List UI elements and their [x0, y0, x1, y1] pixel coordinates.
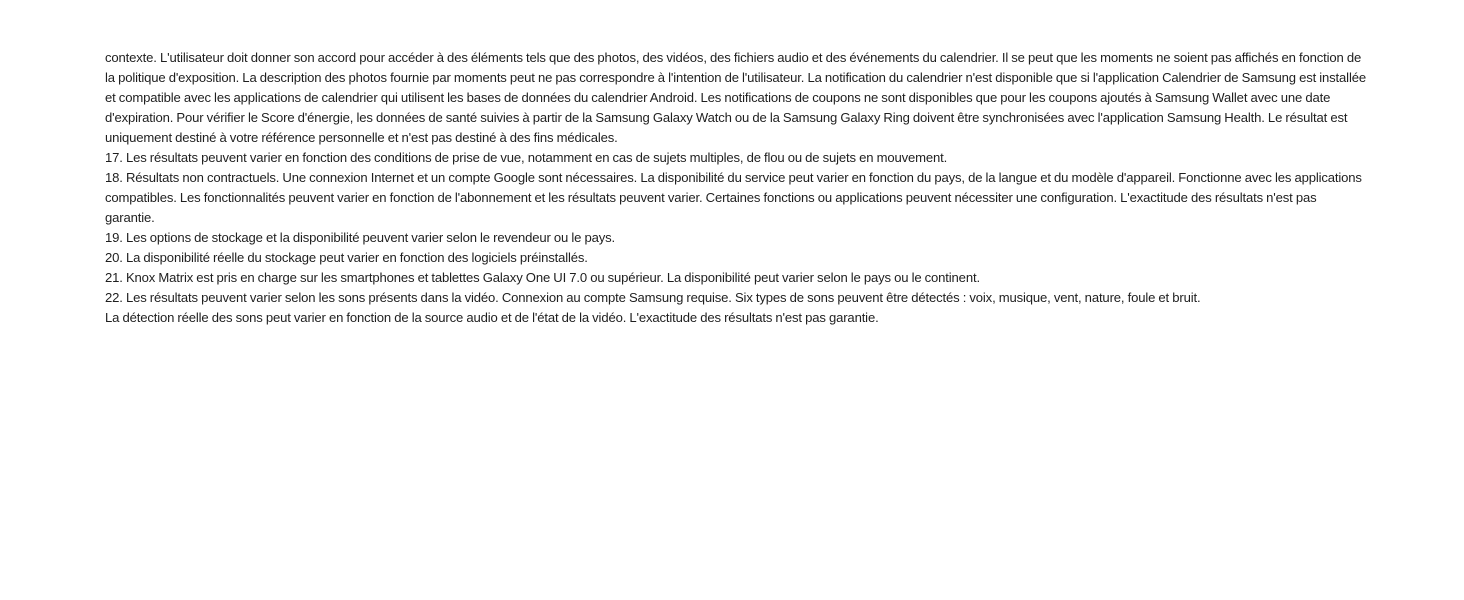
- disclaimer-note-20: 20. La disponibilité réelle du stockage peut varier en fonction des logiciels préinstallés.: [105, 250, 588, 265]
- disclaimer-note-22: 22. Les résultats peuvent varier selon les sons présents dans la vidéo. Connexion au compte Samsung requise. Six types de sons peuvent être détectés : voix, musique, vent, nature, foule et bruit.: [105, 290, 1201, 305]
- disclaimer-note-18: 18. Résultats non contractuels. Une connexion Internet et un compte Google sont nécessaires. La disponibilité du service peut varier en fonction du pays, de la langue et du modèle d'appareil. Fonctionne avec les applications compatibles. Les fonctionnalités peuvent varier en fonction de l'abonnement et les résultats peuvent varier. Certaines fonctions ou applications peuvent nécessiter une configuration. L'exactitude des résultats n'est pas garantie.: [105, 170, 1362, 225]
- disclaimer-note-21: 21. Knox Matrix est pris en charge sur les smartphones et tablettes Galaxy One UI 7.0 ou supérieur. La disponibilité peut varier selon le pays ou le continent.: [105, 270, 980, 285]
- disclaimer-note-19: 19. Les options de stockage et la disponibilité peuvent varier selon le revendeur ou le pays.: [105, 230, 615, 245]
- disclaimer-note-22-continued: La détection réelle des sons peut varier en fonction de la source audio et de l'état de la vidéo. L'exactitude des résultats n'est pas garantie.: [105, 310, 879, 325]
- disclaimer-note-17: 17. Les résultats peuvent varier en fonction des conditions de prise de vue, notamment en cas de sujets multiples, de flou ou de sujets en mouvement.: [105, 150, 948, 165]
- disclaimer-notes: [105, 48, 1367, 328]
- disclaimer-continuation: contexte. L'utilisateur doit donner son accord pour accéder à des éléments tels que des photos, des vidéos, des fichiers audio et des événements du calendrier. Il se peut que les moments ne soient pas affichés en fonction de la politique d'exposition. La description des photos fournie par moments peut ne pas correspondre à l'intention de l'utilisateur. La notification du calendrier n'est disponible que si l'application Calendrier de Samsung est installée et compatible avec les applications de calendrier qui utilisent les bases de données du calendrier Android. Les notifications de coupons ne sont disponibles que pour les coupons ajoutés à Samsung Wallet avec une date d'expiration. Pour vérifier le Score d'énergie, les données de santé suivies à partir de la Samsung Galaxy Watch ou de la Samsung Galaxy Ring doivent être synchronisées avec l'application Samsung Health. Le résultat est uniquement destiné à votre référence personnelle et n'est pas destiné à des fins médicales.: [105, 50, 1366, 145]
